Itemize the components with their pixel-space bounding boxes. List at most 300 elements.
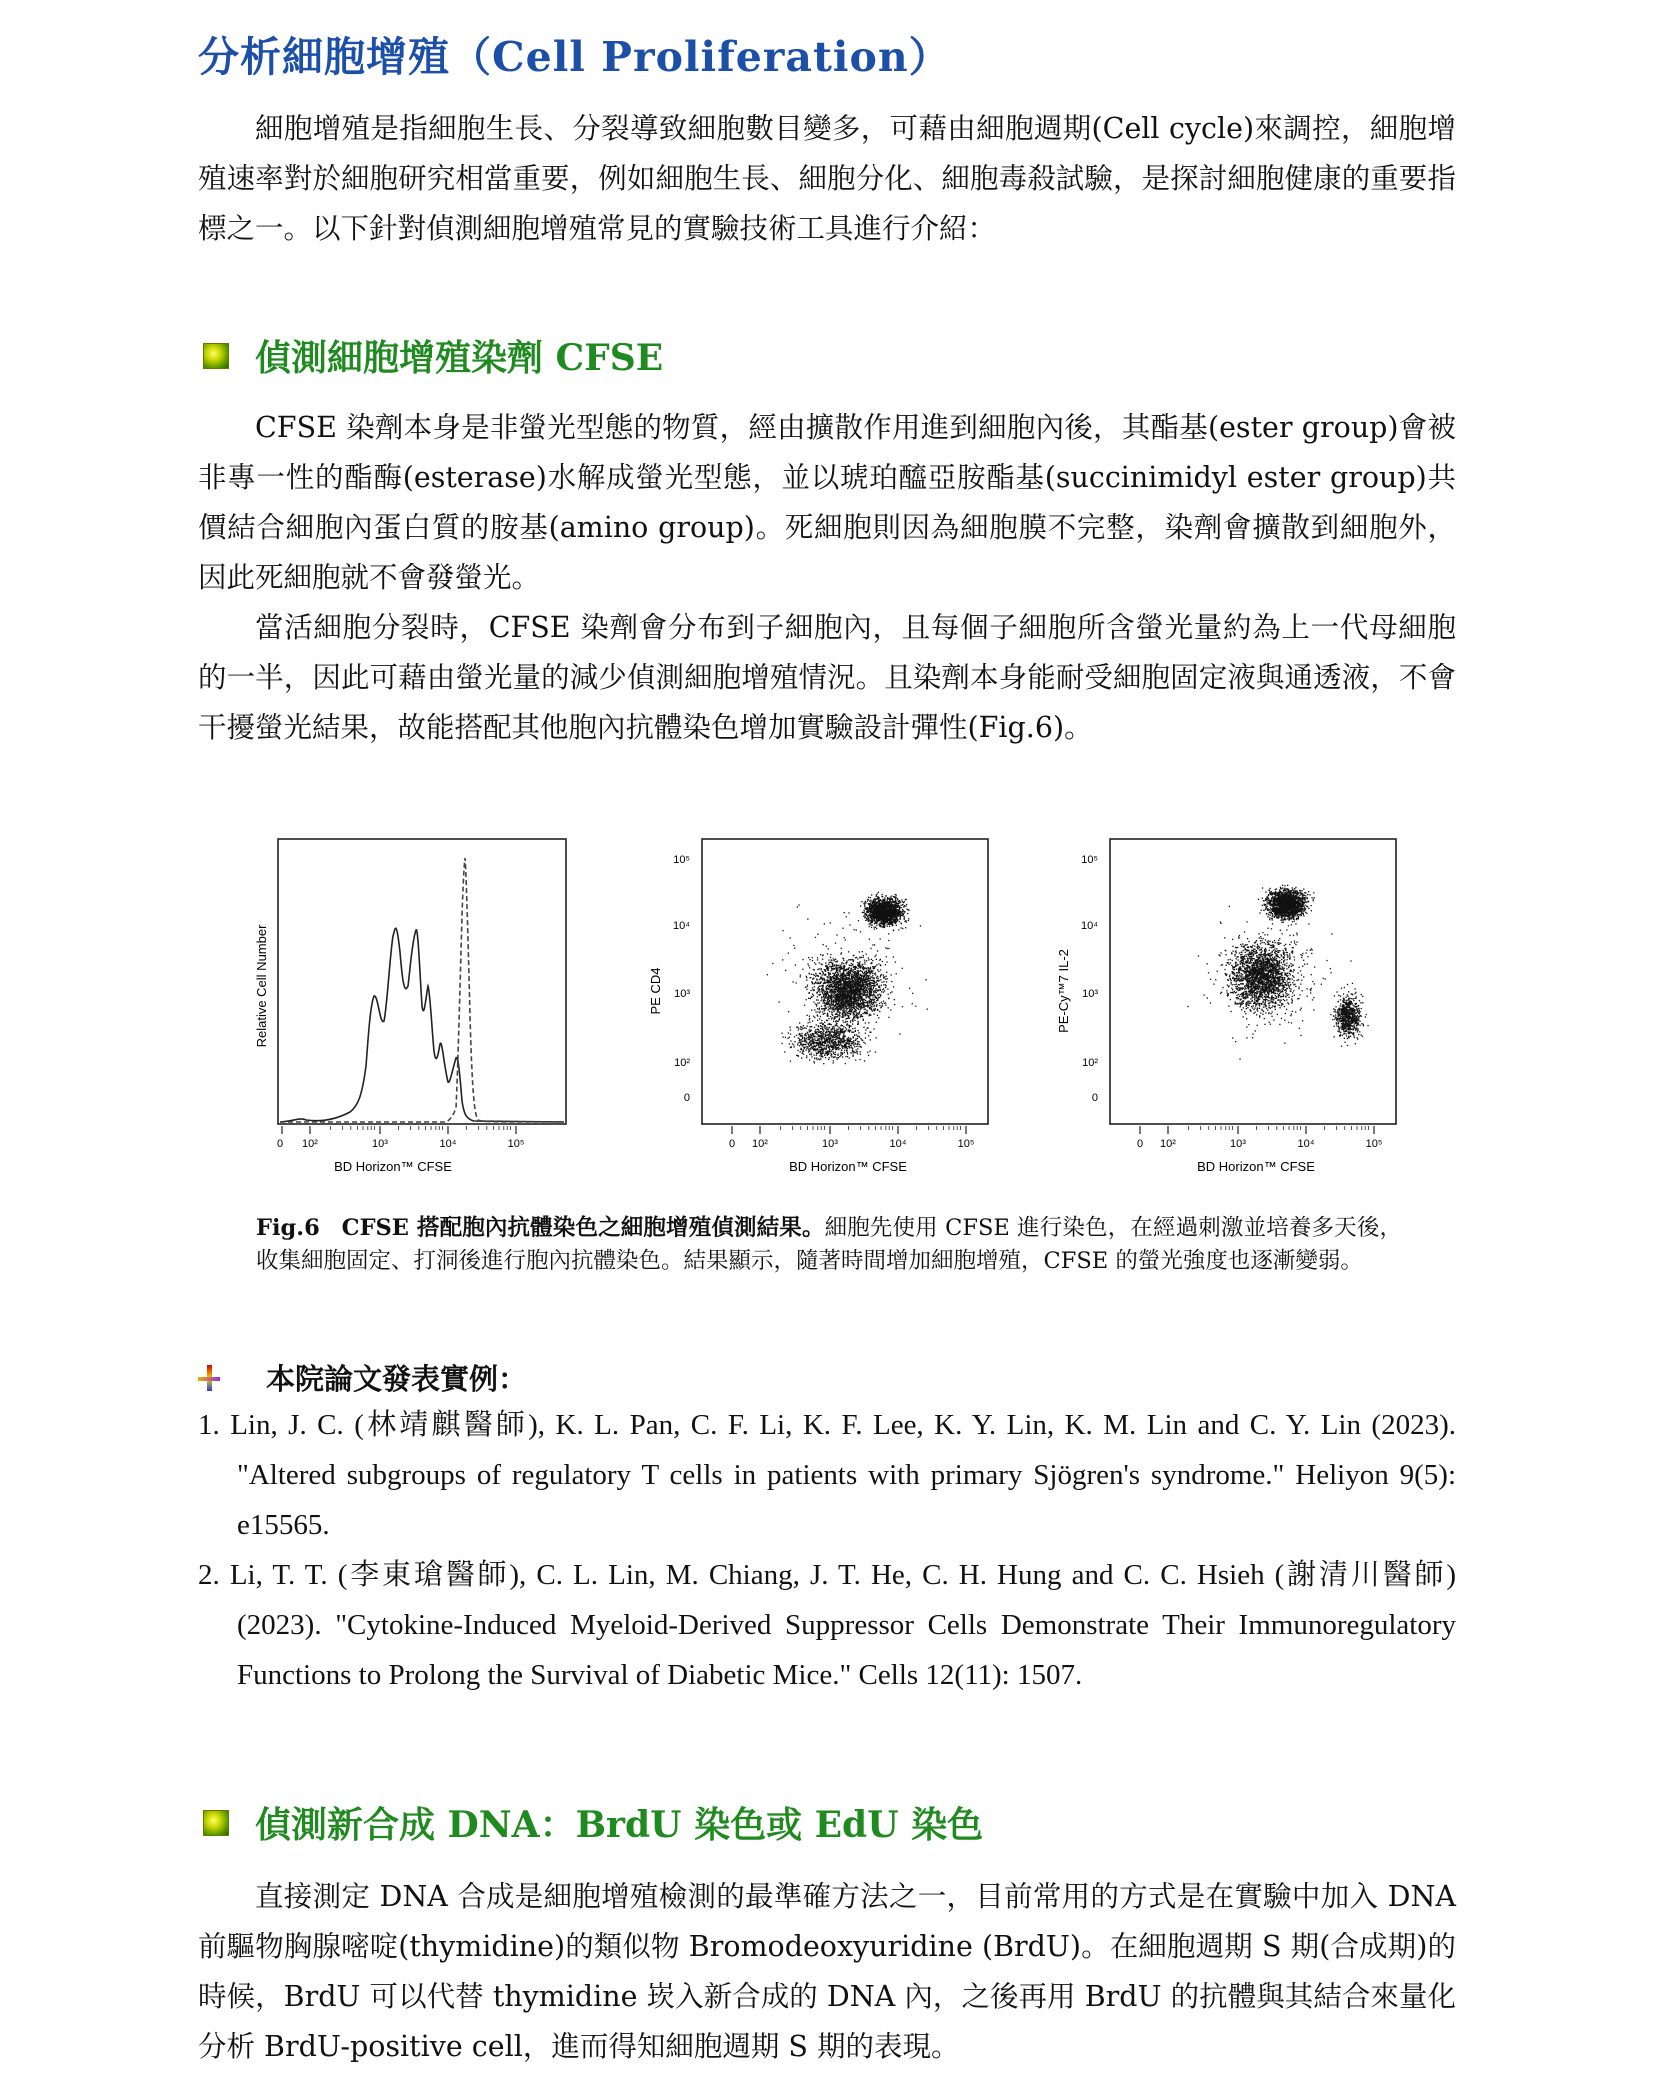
- scatter-dot: [851, 1002, 852, 1003]
- scatter-dot: [850, 1014, 851, 1015]
- scatter-dot: [858, 1030, 859, 1031]
- scatter-dot: [841, 1053, 842, 1054]
- scatter-dot: [838, 983, 839, 984]
- scatter-dot: [868, 924, 869, 925]
- scatter-dot: [784, 1051, 785, 1052]
- scatter-dot: [831, 967, 832, 968]
- scatter-dot: [826, 1002, 827, 1003]
- scatter-dot: [890, 912, 891, 913]
- scatter-dot: [791, 1046, 792, 1047]
- y-tick-label: 10³: [674, 988, 690, 1000]
- scatter-dot: [872, 906, 873, 907]
- scatter-dot: [877, 976, 878, 977]
- scatter-dot: [887, 978, 888, 979]
- scatter-dot: [813, 990, 814, 991]
- scatter-dot: [838, 1034, 839, 1035]
- scatter-dot: [868, 978, 869, 979]
- scatter-dot: [816, 982, 817, 983]
- scatter-dot: [856, 987, 857, 988]
- scatter-dot: [820, 1000, 821, 1001]
- scatter-dot: [859, 986, 860, 987]
- scatter-dot: [857, 971, 858, 972]
- scatter-dot: [901, 899, 902, 900]
- scatter-dot: [876, 896, 877, 897]
- scatter-dot: [787, 1038, 788, 1039]
- scatter-dot: [856, 1049, 857, 1050]
- scatter-dot: [827, 997, 828, 998]
- scatter-dot: [801, 1048, 802, 1049]
- scatter-dot: [869, 994, 870, 995]
- scatter-dot: [815, 1032, 816, 1033]
- scatter-dot: [823, 1008, 824, 1009]
- scatter-dot: [864, 911, 865, 912]
- scatter-dot: [872, 973, 873, 974]
- scatter-dot: [815, 1003, 816, 1004]
- scatter-dot: [809, 1046, 810, 1047]
- scatter-dot: [826, 1020, 827, 1021]
- scatter-dot: [872, 917, 873, 918]
- scatter-dot: [895, 923, 896, 924]
- scatter-dot: [859, 978, 860, 979]
- scatter-dot: [880, 905, 881, 906]
- scatter-dot: [883, 921, 884, 922]
- scatter-dot: [790, 1029, 791, 1030]
- scatter-dot: [868, 988, 869, 989]
- scatter-dot: [894, 896, 895, 897]
- scatter-dot: [824, 1053, 825, 1054]
- scatter-dot: [846, 977, 847, 978]
- scatter-dot: [847, 982, 848, 983]
- scatter-dot: [834, 989, 835, 990]
- scatter-dot: [841, 952, 842, 953]
- scatter-dot: [851, 989, 852, 990]
- scatter-dot: [865, 914, 866, 915]
- scatter-dot: [853, 996, 854, 997]
- scatter-dot: [870, 971, 871, 972]
- scatter-dot: [889, 918, 890, 919]
- scatter-dot: [860, 1046, 861, 1047]
- scatter-dot: [879, 1011, 880, 1012]
- scatter-dot: [841, 994, 842, 995]
- scatter-dot: [838, 1033, 839, 1034]
- scatter-dot: [828, 960, 829, 961]
- scatter-dot: [823, 994, 824, 995]
- bullet-square-icon: [203, 343, 229, 369]
- scatter-dot: [901, 907, 902, 908]
- scatter-dot: [874, 966, 875, 967]
- scatter-dot: [878, 981, 879, 982]
- scatter-dot: [814, 975, 815, 976]
- scatter-dot: [789, 1037, 790, 1038]
- scatter-dot: [829, 1011, 830, 1012]
- scatter-dot: [877, 903, 878, 904]
- scatter-dot: [887, 919, 888, 920]
- scatter-dot: [817, 1020, 818, 1021]
- scatter-dot: [809, 1051, 810, 1052]
- scatter-dot: [819, 1043, 820, 1044]
- scatter-dot: [861, 981, 862, 982]
- scatter-dot: [870, 993, 871, 994]
- scatter-dot: [823, 1013, 824, 1014]
- scatter-dot: [835, 1025, 836, 1026]
- scatter-dot: [844, 1032, 845, 1033]
- scatter-dot: [887, 989, 888, 990]
- scatter-dot: [861, 993, 862, 994]
- scatter-dot: [873, 987, 874, 988]
- scatter-dot: [843, 1033, 844, 1034]
- section-heading-text: 偵測細胞增殖染劑 CFSE: [255, 337, 664, 379]
- scatter-dot: [890, 918, 891, 919]
- scatter-dot: [857, 1041, 858, 1042]
- scatter-dot: [850, 973, 851, 974]
- scatter-dot: [845, 981, 846, 982]
- scatter-dot: [821, 1006, 822, 1007]
- scatter-dot: [819, 968, 820, 969]
- scatter-dot: [839, 976, 840, 977]
- y-axis-label: Relative Cell Number: [254, 924, 269, 1048]
- scatter-dot: [834, 1030, 835, 1031]
- scatter-dot: [894, 915, 895, 916]
- scatter-dot: [814, 1031, 815, 1032]
- scatter-dot: [848, 959, 849, 960]
- scatter-dot: [839, 1004, 840, 1005]
- scatter-dot: [838, 1002, 839, 1003]
- scatter-dot: [861, 978, 862, 979]
- scatter-dot: [877, 994, 878, 995]
- scatter-dot: [864, 910, 865, 911]
- scatter-dot: [880, 990, 881, 991]
- scatter-dot: [809, 1022, 810, 1023]
- scatter-dot: [814, 986, 815, 987]
- scatter-dot: [842, 985, 843, 986]
- scatter-dot: [809, 1016, 810, 1017]
- scatter-dot: [856, 1005, 857, 1006]
- scatter-dot: [852, 1019, 853, 1020]
- scatter-dot: [867, 1052, 868, 1053]
- scatter-dot: [833, 978, 834, 979]
- scatter-dot: [876, 980, 877, 981]
- scatter-dot: [880, 976, 881, 977]
- scatter-dot: [878, 971, 879, 972]
- scatter-dot: [839, 1048, 840, 1049]
- scatter-dot: [817, 1011, 818, 1012]
- scatter-dot: [872, 995, 873, 996]
- scatter-dot: [802, 1053, 803, 1054]
- scatter-dot: [867, 1003, 868, 1004]
- scatter-dot: [823, 1063, 824, 1064]
- scatter-dot: [842, 994, 843, 995]
- scatter-dot: [851, 982, 852, 983]
- scatter-dot: [879, 907, 880, 908]
- scatter-dot: [814, 969, 815, 970]
- scatter-dot: [867, 992, 868, 993]
- scatter-dot: [872, 912, 873, 913]
- scatter-dot: [892, 924, 893, 925]
- scatter-dot: [819, 1042, 820, 1043]
- scatter-dot: [838, 1057, 839, 1058]
- scatter-dot: [848, 1017, 849, 1018]
- scatter-dot: [839, 1006, 840, 1007]
- scatter-dot: [799, 1045, 800, 1046]
- scatter-dot: [828, 975, 829, 976]
- scatter-dot: [867, 990, 868, 991]
- scatter-dot: [845, 1040, 846, 1041]
- scatter-dot: [821, 989, 822, 990]
- scatter-dot: [865, 917, 866, 918]
- scatter-dot: [818, 1030, 819, 1031]
- scatter-dot: [818, 1000, 819, 1001]
- scatter-dot: [867, 912, 868, 913]
- scatter-dot: [886, 895, 887, 896]
- scatter-dot: [876, 910, 877, 911]
- scatter-dot: [825, 1006, 826, 1007]
- scatter-dot: [860, 1001, 861, 1002]
- scatter-dot: [892, 900, 893, 901]
- scatter-dot: [865, 977, 866, 978]
- scatter-dot: [823, 1042, 824, 1043]
- scatter-dot: [857, 1017, 858, 1018]
- scatter-dot: [886, 904, 887, 905]
- scatter-dot: [829, 1001, 830, 1002]
- scatter-dot: [903, 906, 904, 907]
- scatter-dot: [841, 987, 842, 988]
- scatter-dot: [867, 916, 868, 917]
- scatter-dot: [875, 910, 876, 911]
- scatter-dot: [840, 1055, 841, 1056]
- scatter-dot: [888, 901, 889, 902]
- scatter-dot: [824, 1008, 825, 1009]
- scatter-dot: [830, 992, 831, 993]
- scatter-dot: [801, 1039, 802, 1040]
- scatter-dot: [894, 908, 895, 909]
- scatter-dot: [836, 981, 837, 982]
- scatter-dot: [890, 909, 891, 910]
- scatter-dot: [838, 996, 839, 997]
- scatter-dot: [854, 973, 855, 974]
- y-tick-label: 10⁴: [673, 920, 690, 932]
- scatter-dot: [889, 922, 890, 923]
- scatter-dot: [833, 980, 834, 981]
- scatter-dot: [860, 905, 861, 906]
- scatter-dot: [892, 913, 893, 914]
- scatter-dot: [869, 984, 870, 985]
- scatter-dot: [853, 991, 854, 992]
- scatter-dot: [846, 1006, 847, 1007]
- scatter-dot: [833, 960, 834, 961]
- scatter-dot: [843, 990, 844, 991]
- scatter-dot: [885, 913, 886, 914]
- scatter-dot: [876, 922, 877, 923]
- scatter-dot: [845, 1027, 846, 1028]
- scatter-dot: [818, 1039, 819, 1040]
- scatter-dot: [804, 1039, 805, 1040]
- scatter-dot: [872, 978, 873, 979]
- scatter-dot: [865, 909, 866, 910]
- scatter-dot: [871, 987, 872, 988]
- scatter-dot: [886, 921, 887, 922]
- scatter-dot: [794, 1036, 795, 1037]
- scatter-dot: [868, 904, 869, 905]
- scatter-dot: [873, 999, 874, 1000]
- scatter-dot: [825, 1005, 826, 1006]
- scatter-dot: [835, 1016, 836, 1017]
- scatter-dot: [874, 1001, 875, 1002]
- scatter-dot: [848, 1002, 849, 1003]
- scatter-dot: [881, 982, 882, 983]
- scatter-dot: [856, 974, 857, 975]
- scatter-dot: [840, 1025, 841, 1026]
- scatter-dot: [824, 1055, 825, 1056]
- scatter-dot: [817, 969, 818, 970]
- scatter-dot: [902, 904, 903, 905]
- scatter-dot: [860, 986, 861, 987]
- scatter-dot: [899, 906, 900, 907]
- scatter-dot: [806, 1048, 807, 1049]
- scatter-dot: [857, 958, 858, 959]
- scatter-dot: [884, 918, 885, 919]
- scatter-dot: [839, 1011, 840, 1012]
- scatter-dot: [897, 920, 898, 921]
- scatter-dot: [812, 1033, 813, 1034]
- section-heading-cfse: [203, 330, 663, 381]
- scatter-dot: [856, 1051, 857, 1052]
- scatter-dot: [843, 1016, 844, 1017]
- scatter-dot: [864, 990, 865, 991]
- scatter-dot: [841, 991, 842, 992]
- scatter-dot: [854, 1035, 855, 1036]
- scatter-dot: [838, 1031, 839, 1032]
- scatter-dot: [864, 1060, 865, 1061]
- scatter-dot: [894, 920, 895, 921]
- scatter-dot: [849, 978, 850, 979]
- scatter-dot: [871, 894, 872, 895]
- scatter-dot: [839, 1027, 840, 1028]
- scatter-dot: [859, 992, 860, 993]
- scatter-dot: [873, 909, 874, 910]
- scatter-dot: [796, 1055, 797, 1056]
- scatter-dot: [820, 977, 821, 978]
- scatter-dot: [900, 902, 901, 903]
- scatter-dot: [828, 1002, 829, 1003]
- scatter-dot: [872, 975, 873, 976]
- scatter-dot: [835, 1049, 836, 1050]
- scatter-dot: [874, 1005, 875, 1006]
- scatter-dot: [883, 975, 884, 976]
- scatter-dot: [815, 1012, 816, 1013]
- scatter-dot: [816, 1053, 817, 1054]
- scatter-dot: [835, 1021, 836, 1022]
- scatter-dot: [830, 1038, 831, 1039]
- scatter-dot: [878, 897, 879, 898]
- scatter-dot: [855, 1040, 856, 1041]
- scatter-dot: [816, 1055, 817, 1056]
- scatter-dot: [847, 998, 848, 999]
- scatter-dot: [846, 972, 847, 973]
- scatter-dot: [828, 994, 829, 995]
- scatter-dot: [796, 1027, 797, 1028]
- scatter-dot: [842, 1025, 843, 1026]
- scatter-dot: [792, 1043, 793, 1044]
- scatter-dot: [807, 1025, 808, 1026]
- scatter-dot: [857, 1036, 858, 1037]
- scatter-dot: [890, 921, 891, 922]
- scatter-dot: [838, 1000, 839, 1001]
- scatter-dot: [833, 1027, 834, 1028]
- scatter-dot: [908, 920, 909, 921]
- scatter-dot: [875, 917, 876, 918]
- scatter-dot: [844, 985, 845, 986]
- scatter-dot: [884, 902, 885, 903]
- scatter-dot: [852, 1056, 853, 1057]
- scatter-dot: [828, 998, 829, 999]
- scatter-dot: [853, 960, 854, 961]
- scatter-dot: [880, 964, 881, 965]
- scatter-dot: [834, 1009, 835, 1010]
- scatter-dot: [840, 985, 841, 986]
- scatter-dot: [813, 1016, 814, 1017]
- scatter-dot: [806, 999, 807, 1000]
- scatter-dot: [823, 983, 824, 984]
- scatter-dot: [864, 1009, 865, 1010]
- scatter-dot: [834, 985, 835, 986]
- scatter-dot: [860, 1038, 861, 1039]
- scatter-dot: [881, 922, 882, 923]
- scatter-dot: [823, 1031, 824, 1032]
- scatter-dot: [848, 994, 849, 995]
- scatter-dot: [875, 992, 876, 993]
- scatter-dot: [781, 1043, 782, 1044]
- scatter-dot: [837, 1054, 838, 1055]
- scatter-dot: [840, 1029, 841, 1030]
- scatter-dot: [824, 1002, 825, 1003]
- scatter-dot: [813, 1055, 814, 1056]
- scatter-dot: [844, 1041, 845, 1042]
- scatter-dot: [833, 1009, 834, 1010]
- scatter-dot: [820, 982, 821, 983]
- scatter-dot: [812, 1020, 813, 1021]
- scatter-dot: [844, 1036, 845, 1037]
- scatter-dot: [870, 902, 871, 903]
- scatter-dot: [820, 1052, 821, 1053]
- scatter-dot: [813, 995, 814, 996]
- scatter-dot: [863, 978, 864, 979]
- scatter-dot: [856, 1002, 857, 1003]
- figure-panel-histogram: [250, 826, 580, 1188]
- scatter-dot: [906, 904, 907, 905]
- scatter-dot: [808, 998, 809, 999]
- scatter-dot: [843, 1005, 844, 1006]
- scatter-dot: [874, 986, 875, 987]
- scatter-dot: [829, 1033, 830, 1034]
- scatter-dot: [870, 967, 871, 968]
- scatter-dot: [815, 1050, 816, 1051]
- scatter-dot: [835, 988, 836, 989]
- scatter-dot: [868, 1006, 869, 1007]
- scatter-dot: [869, 1007, 870, 1008]
- scatter-dot: [871, 904, 872, 905]
- scatter-dot: [859, 1011, 860, 1012]
- scatter-dot: [865, 1022, 866, 1023]
- scatter-dot: [854, 1016, 855, 1017]
- scatter-dot: [868, 1055, 869, 1056]
- scatter-dot: [870, 980, 871, 981]
- scatter-dot: [804, 1038, 805, 1039]
- scatter-dot: [864, 906, 865, 907]
- scatter-dot: [857, 1001, 858, 1002]
- scatter-dot: [883, 992, 884, 993]
- scatter-dot: [891, 895, 892, 896]
- scatter-dot: [835, 1054, 836, 1055]
